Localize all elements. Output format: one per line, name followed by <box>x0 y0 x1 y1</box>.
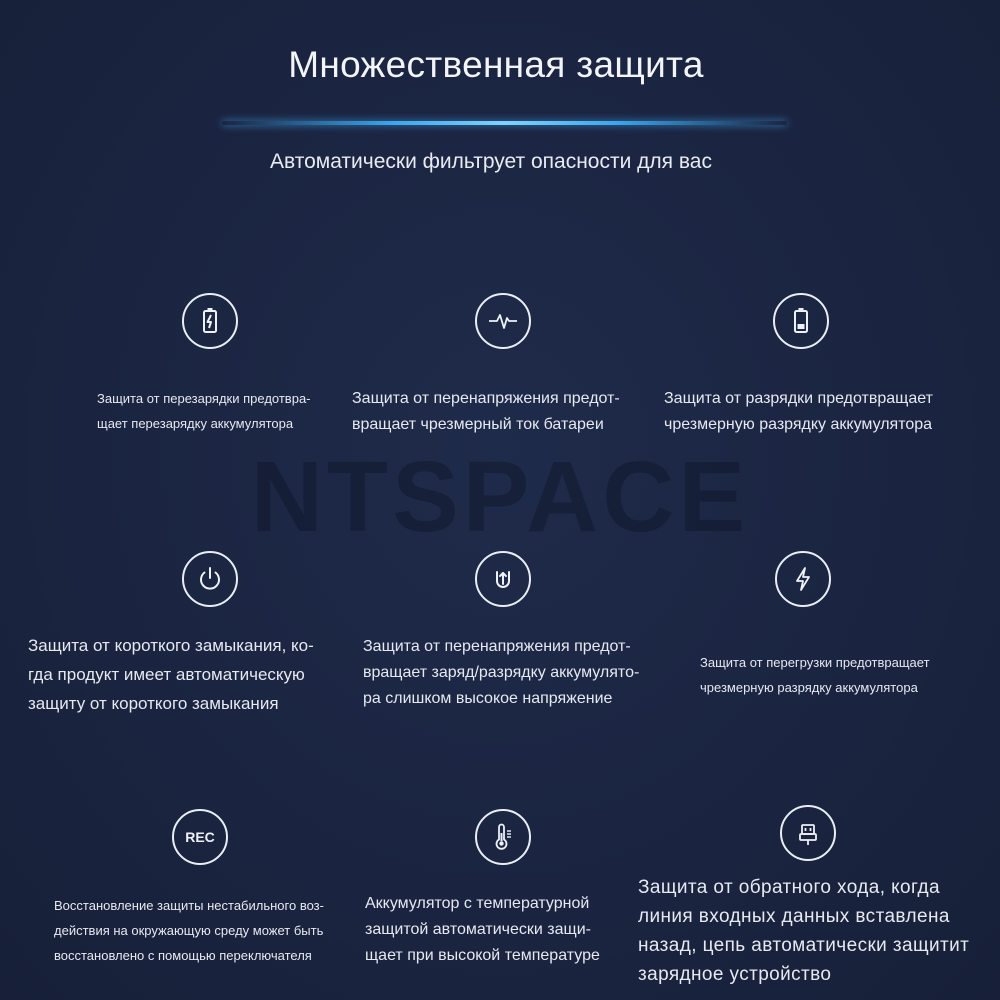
feature-desc-overcurrent: Защита от перенапряжения предот- вращает чрезмерный ток батареи <box>352 390 620 433</box>
page-subtitle: Автоматически фильтрует опасности для вас <box>270 150 712 173</box>
battery-low-icon <box>773 293 829 349</box>
usb-plug-icon <box>780 805 836 861</box>
feature-desc-recovery: Восстановление защиты нестабильного воз- действия на окружающую среду может быть восстановлено с помощью переключателя <box>54 898 324 963</box>
magnet-icon <box>475 551 531 607</box>
rec-icon-label: REC <box>185 829 215 845</box>
power-icon <box>182 551 238 607</box>
brand-watermark: NTSPACE <box>250 441 750 553</box>
page-title: Множественная защита <box>288 44 704 85</box>
battery-charging-icon <box>182 293 238 349</box>
feature-desc-reverse: Защита от обратного хода, когда линия входных данных вставлена назад, цепь автоматически защитит зарядное устройство <box>638 877 970 985</box>
rec-icon <box>172 809 228 865</box>
feature-desc-overcharge: Защита от перезарядки предотвра- щает перезарядку аккумулятора <box>97 391 311 431</box>
feature-desc-temperature: Аккумулятор с температурной защитой автоматически защи- щает при высокой температуре <box>365 895 600 964</box>
feature-desc-overvoltage: Защита от перенапряжения предот- вращает заряд/разрядку аккумулято- ра слишком высокое напряжение <box>363 638 640 707</box>
thermometer-icon <box>475 809 531 865</box>
feature-desc-overdischarge: Защита от разрядки предотвращает чрезмерную разрядку аккумулятора <box>664 390 933 433</box>
feature-desc-overload: Защита от перегрузки предотвращает чрезмерную разрядку аккумулятора <box>700 655 930 695</box>
pulse-wave-icon <box>475 293 531 349</box>
title-underline-glow <box>222 121 787 125</box>
feature-desc-short-circuit: Защита от короткого замыкания, ко- гда продукт имеет автоматическую защиту от короткого замыкания <box>28 636 314 713</box>
lightning-icon <box>775 551 831 607</box>
